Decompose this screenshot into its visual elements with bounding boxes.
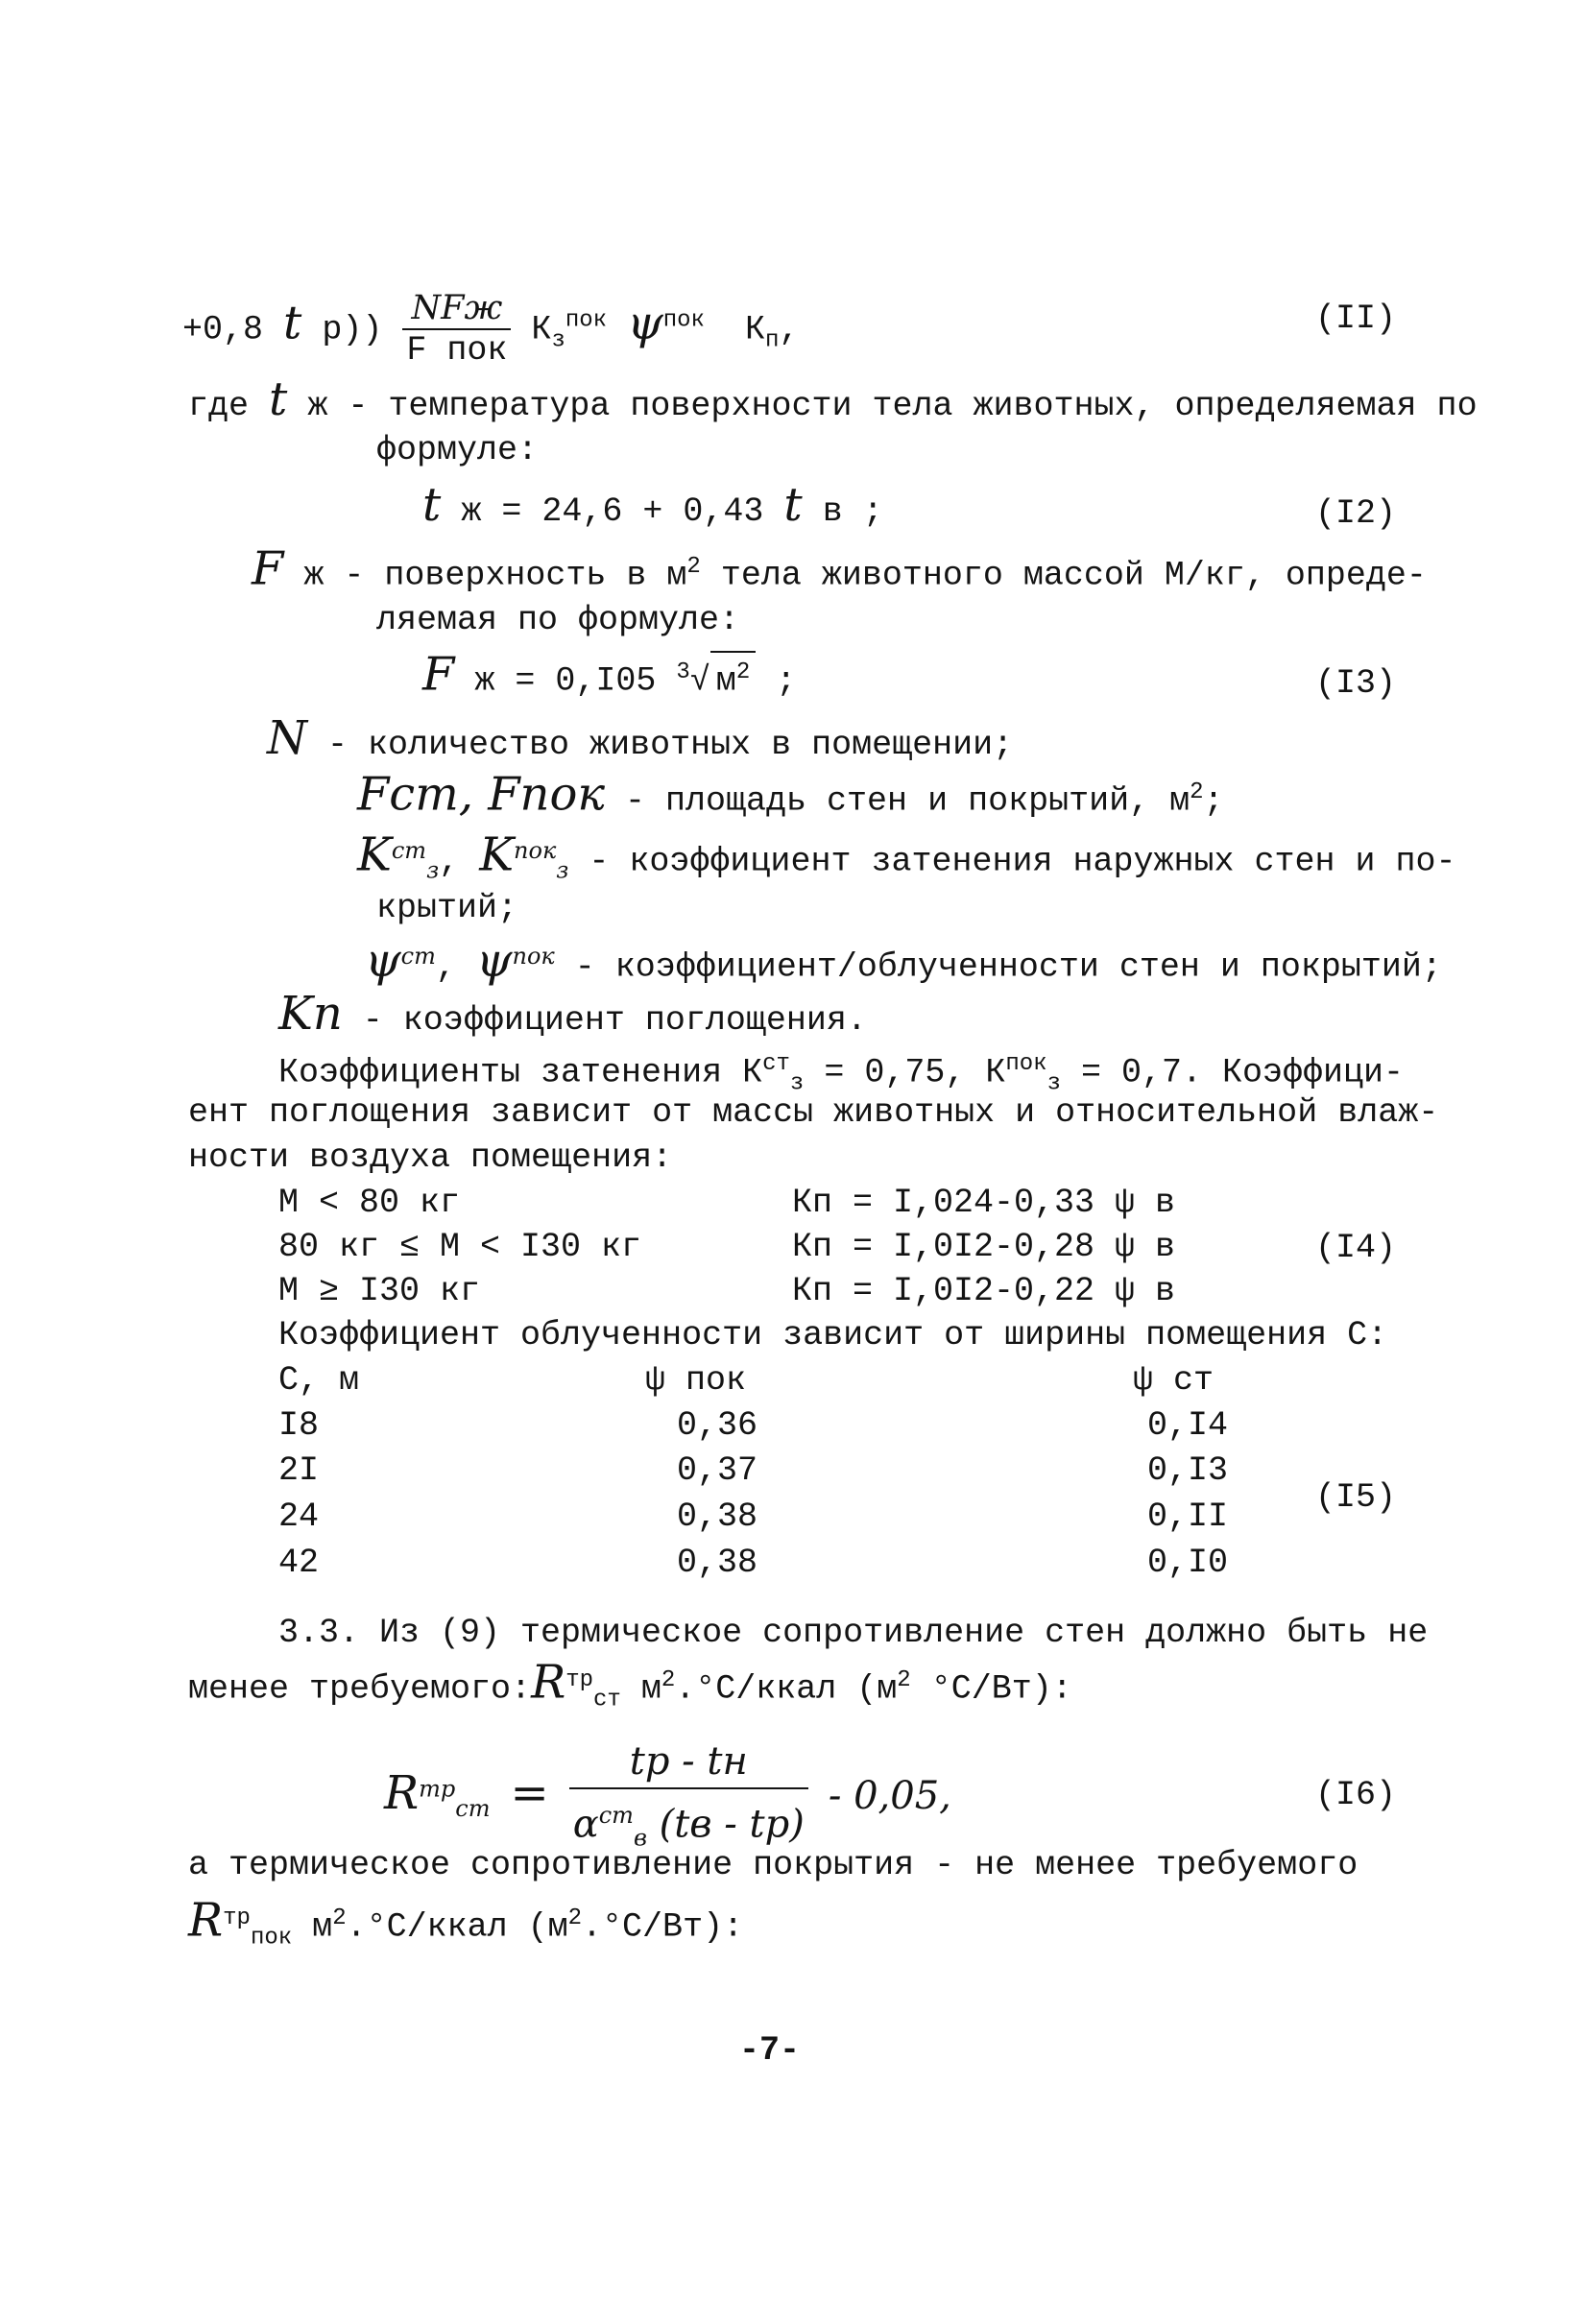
table-row-2-st: 0,I3 xyxy=(1147,1451,1229,1490)
def-f-symbol: F xyxy=(252,541,284,596)
eq12-t2-symbol: t xyxy=(783,478,803,532)
table-row-1-c: I8 xyxy=(278,1406,320,1445)
para4-r-sup: тр xyxy=(223,1905,251,1931)
def-f-text: ж - поверхность в м xyxy=(303,556,687,595)
eq11-p-close: p)) xyxy=(322,310,383,349)
table-row-3-c: 24 xyxy=(278,1497,320,1536)
def-n-text: - количество животных в помещении; xyxy=(327,726,1014,764)
def-fst-text: - площадь стен и покрытий, м xyxy=(625,781,1190,821)
def-t-sub: ж xyxy=(307,387,328,425)
eq11-t-symbol: t xyxy=(283,296,302,350)
definition-kp xyxy=(278,987,867,1041)
eq11-frac-den: F пок xyxy=(406,331,508,370)
def-t-symbol: t xyxy=(269,372,288,426)
def-f-sup: 2 xyxy=(686,554,701,580)
eq11-kp-sub: п xyxy=(764,327,780,354)
para1-l1b: = 0,75, К xyxy=(804,1053,1006,1092)
def-k3-symbol-2: K xyxy=(479,827,515,882)
table-row-2-c: 2I xyxy=(278,1451,320,1490)
para4-l2c: .°С/Вт): xyxy=(582,1907,744,1947)
eq16-tail: - 0,05, xyxy=(828,1773,951,1818)
def-psi-symbol-1: ψ xyxy=(365,933,401,988)
eq13-root-body: м xyxy=(715,661,736,701)
eq14-row-3-cond: М ≥ I30 кг xyxy=(278,1272,481,1310)
eq16-den-sub: в xyxy=(633,1824,647,1852)
para1-l1c: = 0,7. Коэффици- xyxy=(1060,1053,1405,1092)
table15-header-psi-pok: ψ пок xyxy=(645,1361,747,1400)
eq11-k-sup: пок xyxy=(565,307,608,334)
para4-r-symbol: R xyxy=(188,1893,224,1948)
eq13-tail: ; xyxy=(776,661,797,701)
eq13-radicand xyxy=(710,651,756,702)
para3-l2d: °С/Вт): xyxy=(910,1669,1072,1709)
para3-l2c: .°С/ккал (м xyxy=(675,1669,898,1709)
def-k3-sep: , xyxy=(439,842,460,881)
definition-k3 xyxy=(357,827,1456,891)
eq16-lhs: R xyxy=(384,1765,420,1820)
definition-n xyxy=(267,711,1014,765)
para4-line1: а термическое сопротивление покрытия - не менее требуемого xyxy=(188,1846,1359,1884)
para3-l2-sup: 2 xyxy=(661,1667,676,1693)
para3-r-sup: тр xyxy=(565,1667,594,1693)
def-k3-sup-1: ст xyxy=(391,837,427,864)
def-psi-sep: , xyxy=(435,947,456,987)
eq11-label: (II) xyxy=(1315,299,1397,338)
eq11-psi-sup: пок xyxy=(662,307,705,334)
table-row-4-st: 0,I0 xyxy=(1147,1544,1229,1582)
para1-l1-sub2: з xyxy=(1046,1070,1061,1097)
eq13-f-symbol: F xyxy=(422,647,455,702)
eq14-row-3-expr: Кп = I,0I2-0,22 ψ в xyxy=(792,1272,1176,1310)
para1-l1-sup: ст xyxy=(762,1051,790,1077)
eq16-den-alpha: α xyxy=(572,1802,599,1847)
page-number: -7- xyxy=(739,2031,801,2070)
table-row-4-c: 42 xyxy=(278,1544,320,1582)
para1-l1-sub: з xyxy=(789,1070,805,1097)
eq11-k-sub: з xyxy=(551,327,565,354)
eq16-den-b: (tв - tр) xyxy=(659,1802,805,1847)
para1-l1a: Коэффициенты затенения К xyxy=(278,1053,763,1092)
def-k3-symbol-1: K xyxy=(357,827,392,882)
def-psi-symbol-2: ψ xyxy=(475,933,513,988)
def-n-symbol: N xyxy=(267,711,307,765)
eq11-k: К xyxy=(531,310,552,349)
eq11-kp: К xyxy=(744,310,765,349)
para3-line1: 3.3. Из (9) термическое сопротивление стен должно быть не xyxy=(278,1614,1429,1652)
para4-l2a: м xyxy=(292,1907,333,1947)
def-t-text: - температура поверхности тела животных, определяемая по xyxy=(348,387,1478,425)
def-f-text-cont: ляемая по формуле: xyxy=(376,601,740,639)
para1-line2: ент поглощения зависит от массы животных и относительной влаж- xyxy=(188,1093,1439,1132)
definition-fst xyxy=(357,767,1224,822)
equation-13 xyxy=(422,647,797,702)
eq11-frac-num: NFж xyxy=(402,288,511,330)
para3-l2-sup2: 2 xyxy=(897,1667,911,1693)
eq13-root-sup: 2 xyxy=(735,659,751,685)
table15-header-psi-st: ψ ст xyxy=(1133,1361,1214,1400)
eq16-den-sup: ст xyxy=(598,1802,634,1829)
def-fst-sup: 2 xyxy=(1190,779,1204,805)
def-psi-sup-2: пок xyxy=(512,943,555,970)
def-k3-sub-2: з xyxy=(556,856,569,884)
table-row-1-pok: 0,36 xyxy=(677,1406,758,1445)
para3-r-sub: ст xyxy=(593,1687,621,1713)
eq14-row-2-expr: Кп = I,0I2-0,28 ψ в xyxy=(792,1228,1176,1266)
table-row-1-st: 0,I4 xyxy=(1147,1406,1229,1445)
eq16-lhs-sub: ст xyxy=(455,1794,491,1822)
table-row-4-pok: 0,38 xyxy=(677,1544,758,1582)
definition-f xyxy=(252,541,1427,596)
def-kp-symbol: Kп xyxy=(278,987,343,1041)
def-k3-sub-1: з xyxy=(426,856,440,884)
eq11-trail: , xyxy=(779,310,800,349)
eq14-label: (I4) xyxy=(1315,1229,1397,1267)
eq16-lhs-sup: тр xyxy=(419,1775,456,1803)
eq14-row-2-cond: 80 кг ≤ М < I30 кг xyxy=(278,1228,642,1266)
para1-line3: ности воздуха помещения: xyxy=(188,1138,673,1177)
root-icon: √ xyxy=(689,661,710,701)
def-fst-symbol: Fст, Fпок xyxy=(357,767,605,822)
definition-t xyxy=(188,372,1478,426)
eq16-equals: = xyxy=(510,1765,549,1820)
table-row-3-pok: 0,38 xyxy=(677,1497,758,1536)
eq15-label: (I5) xyxy=(1315,1478,1397,1517)
eq11-prefix: +0,8 xyxy=(182,310,264,349)
eq12-text: ж = 24,6 + 0,43 xyxy=(461,492,764,531)
table-row-2-pok: 0,37 xyxy=(677,1451,758,1490)
def-kp-text: - коэффициент поглощения. xyxy=(362,1001,867,1040)
def-psi-text: - коэффициент/облученности стен и покрытий; xyxy=(574,947,1442,987)
para4-l2b: .°С/ккал (м xyxy=(346,1907,568,1947)
def-t-text-cont: формуле: xyxy=(376,431,539,469)
def-t-lead: где xyxy=(188,387,250,425)
table15-header-c: С, м xyxy=(278,1361,360,1400)
eq12-tail: в ; xyxy=(822,492,883,531)
para3-line2 xyxy=(188,1655,1072,1721)
eq12-label: (I2) xyxy=(1315,494,1397,533)
definition-psi xyxy=(365,933,1442,988)
para3-r-symbol: R xyxy=(531,1655,566,1710)
para3-l2b: м xyxy=(620,1669,661,1709)
def-k3-text-cont: крытий; xyxy=(376,889,518,927)
para4-l2-sup: 2 xyxy=(332,1905,347,1931)
eq13-text: ж = 0,I05 xyxy=(474,661,657,701)
eq11-psi: ψ xyxy=(627,296,663,350)
para3-l2a: менее требуемого: xyxy=(188,1669,532,1709)
eq13-label: (I3) xyxy=(1315,664,1397,703)
table-row-3-st: 0,II xyxy=(1147,1497,1229,1536)
para1-l1-sup2: пок xyxy=(1005,1051,1047,1077)
equation-12 xyxy=(422,478,883,532)
para4-l2-sup2: 2 xyxy=(567,1905,583,1931)
eq16-numerator: tр - tн xyxy=(569,1736,808,1789)
eq13-root-index: 3 xyxy=(676,659,690,685)
para2: Коэффициент облученности зависит от ширины помещения С: xyxy=(278,1316,1388,1354)
def-k3-text: - коэффициент затенения наружных стен и по- xyxy=(589,842,1456,881)
para4-r-sub: пок xyxy=(250,1925,293,1952)
eq16-label: (I6) xyxy=(1315,1776,1397,1814)
eq14-row-1-cond: М < 80 кг xyxy=(278,1184,461,1222)
def-psi-sup-1: ст xyxy=(400,943,436,970)
eq11-fraction xyxy=(402,288,511,371)
def-k3-sup-2: пок xyxy=(514,837,557,864)
eq12-t-symbol: t xyxy=(422,478,442,532)
equation-11 xyxy=(182,288,799,371)
def-f-text-b: тела животного массой М/кг, опреде- xyxy=(700,556,1427,595)
eq14-row-1-expr: Кп = I,024-0,33 ψ в xyxy=(792,1184,1176,1222)
para4-line2 xyxy=(188,1893,744,1959)
def-fst-tail: ; xyxy=(1203,781,1224,821)
